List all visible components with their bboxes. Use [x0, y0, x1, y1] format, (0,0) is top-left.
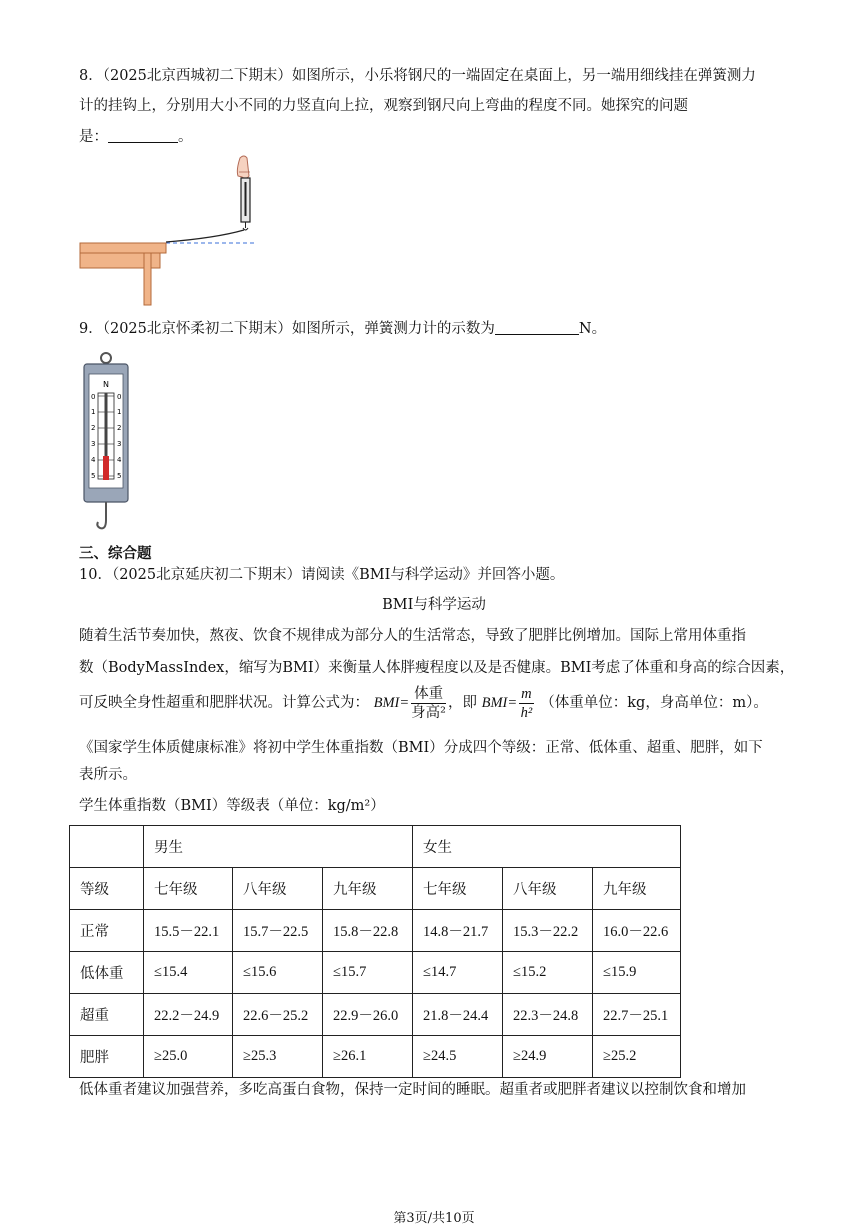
- value-cell: ≤15.4: [144, 952, 233, 994]
- value-cell: 22.2－24.9: [144, 994, 233, 1036]
- tick-left-1: 1: [91, 408, 96, 416]
- q10-intro: 10．（2025北京延庆初二下期末）请阅读《BMI与科学运动》并回答小题。: [79, 567, 565, 583]
- scale-pointer: [103, 456, 109, 480]
- tick-right-3: 3: [117, 440, 122, 448]
- spring-scale-figure: [82, 350, 134, 540]
- q8-line-1: 8．（2025北京西城初二下期末）如图所示，小乐将钢尺的一端固定在桌面上，另一端用细线挂在弹簧测力: [79, 68, 756, 84]
- table-header-row: [70, 868, 681, 910]
- table-row: [70, 910, 681, 952]
- header-cell: 等级: [70, 868, 144, 910]
- formula-2-numerator: m: [521, 685, 532, 702]
- article-title: BMI与科学运动: [382, 597, 486, 613]
- grade-cell: 超重: [70, 994, 144, 1036]
- tick-left-0: 0: [91, 393, 96, 401]
- value-cell: ≥25.3: [233, 1036, 323, 1078]
- formula-2-denominator: h²: [520, 704, 533, 721]
- tick-right-5: 5: [117, 472, 122, 480]
- grade-cell: 肥胖: [70, 1036, 144, 1078]
- value-cell: 22.7－25.1: [593, 994, 681, 1036]
- q8-line-3: [79, 127, 193, 147]
- value-cell: 15.5－22.1: [144, 910, 233, 952]
- value-cell: 22.9－26.0: [323, 994, 413, 1036]
- header-cell: 七年级: [144, 868, 233, 910]
- formula-2-fraction: [519, 685, 533, 722]
- table-group-row: [70, 826, 681, 868]
- table-top: [80, 243, 166, 253]
- q8-answer-suffix: 。: [178, 129, 193, 145]
- table-leg: [144, 253, 151, 305]
- q10-p2-line-2: 表所示。: [79, 767, 137, 783]
- formula-units-text: （体重单位：kg，身高单位：m）。: [540, 695, 768, 711]
- tick-left-5: 5: [91, 472, 96, 480]
- tick-right-1: 1: [117, 408, 122, 416]
- table-caption: 学生体重指数（BMI）等级表（单位：kg/m²）: [79, 798, 385, 814]
- bent-ruler: [166, 230, 244, 242]
- q8-answer-prefix: 是：: [79, 129, 108, 145]
- header-cell: 七年级: [413, 868, 503, 910]
- formula-2-lhs: BMI=: [481, 695, 518, 711]
- table-row: [70, 1036, 681, 1078]
- group-female-cell: 女生: [413, 826, 681, 868]
- value-cell: 22.3－24.8: [503, 994, 593, 1036]
- header-cell: 九年级: [323, 868, 413, 910]
- value-cell: ≥25.0: [144, 1036, 233, 1078]
- grade-cell: 低体重: [70, 952, 144, 994]
- value-cell: ≤15.7: [323, 952, 413, 994]
- value-cell: ≤14.7: [413, 952, 503, 994]
- value-cell: 15.3－22.2: [503, 910, 593, 952]
- table-row: [70, 994, 681, 1036]
- hook-icon: [97, 520, 106, 528]
- header-cell: 九年级: [593, 868, 681, 910]
- value-cell: 14.8－21.7: [413, 910, 503, 952]
- hand-icon: [237, 156, 250, 178]
- value-cell: 15.8－22.8: [323, 910, 413, 952]
- tick-right-2: 2: [117, 424, 122, 432]
- page-number: 第3页/共10页: [393, 1211, 475, 1226]
- tick-right-0: 0: [117, 393, 122, 401]
- tick-left-2: 2: [91, 424, 96, 432]
- value-cell: 16.0－22.6: [593, 910, 681, 952]
- group-male-cell: 男生: [144, 826, 413, 868]
- section-title: 三、综合题: [79, 545, 152, 562]
- value-cell: ≥24.5: [413, 1036, 503, 1078]
- tick-left-3: 3: [91, 440, 96, 448]
- q9-line: [79, 319, 606, 339]
- q9-answer-blank[interactable]: [495, 320, 579, 335]
- q10-p1-line-1: 随着生活节奏加快，熬夜、饮食不规律成为部分人的生活常态，导致了肥胖比例增加。国际上常用体重指: [79, 628, 746, 644]
- grade-cell: 正常: [70, 910, 144, 952]
- q10-p3-line-1: 低体重者建议加强营养，多吃高蛋白食物，保持一定时间的睡眠。超重者或肥胖者建议以控制饮食和增加: [79, 1082, 746, 1098]
- formula-1-denominator: 身高²: [411, 704, 446, 721]
- header-cell: 八年级: [233, 868, 323, 910]
- formula-1-fraction: [411, 685, 446, 722]
- q10-p1-line-3: [79, 684, 768, 722]
- value-cell: ≥25.2: [593, 1036, 681, 1078]
- tick-left-4: 4: [91, 456, 96, 464]
- q9-unit: N。: [578, 321, 607, 337]
- value-cell: ≥26.1: [323, 1036, 413, 1078]
- q10-p2-line-1: 《国家学生体质健康标准》将初中学生体重指数（BMI）分成四个等级：正常、低体重、超重、肥胖，如下: [79, 740, 763, 756]
- table-corner-cell: [70, 826, 144, 868]
- spring-scale-small: [241, 178, 250, 230]
- value-cell: ≤15.6: [233, 952, 323, 994]
- ruler-spring-figure: [76, 150, 266, 310]
- value-cell: ≤15.2: [503, 952, 593, 994]
- value-cell: 22.6－25.2: [233, 994, 323, 1036]
- tick-right-4: 4: [117, 456, 122, 464]
- formula-lead-text: 可反映全身性超重和肥胖状况。计算公式为：: [79, 695, 369, 711]
- value-cell: 21.8－24.4: [413, 994, 503, 1036]
- scale-unit-label: N: [103, 380, 109, 389]
- table-row: [70, 952, 681, 994]
- q10-p1-line-2: 数（BodyMassIndex，缩写为BMI）来衡量人体胖瘦程度以及是否健康。BMI考虑了体重和身高的综合因素，: [79, 660, 795, 676]
- formula-1-numerator: 体重: [411, 685, 446, 704]
- formula-join-text: ，即: [448, 695, 477, 711]
- q8-line-2: 计的挂钩上，分别用大小不同的力竖直向上拉，观察到钢尺向上弯曲的程度不同。她探究的问题: [79, 98, 688, 114]
- bmi-grade-table: [69, 825, 681, 1078]
- q9-text: 9．（2025北京怀柔初二下期末）如图所示，弹簧测力计的示数为: [79, 321, 495, 337]
- q8-answer-blank[interactable]: [108, 128, 178, 143]
- formula-1-lhs: BMI=: [373, 695, 410, 711]
- value-cell: ≤15.9: [593, 952, 681, 994]
- value-cell: 15.7－22.5: [233, 910, 323, 952]
- value-cell: ≥24.9: [503, 1036, 593, 1078]
- header-cell: 八年级: [503, 868, 593, 910]
